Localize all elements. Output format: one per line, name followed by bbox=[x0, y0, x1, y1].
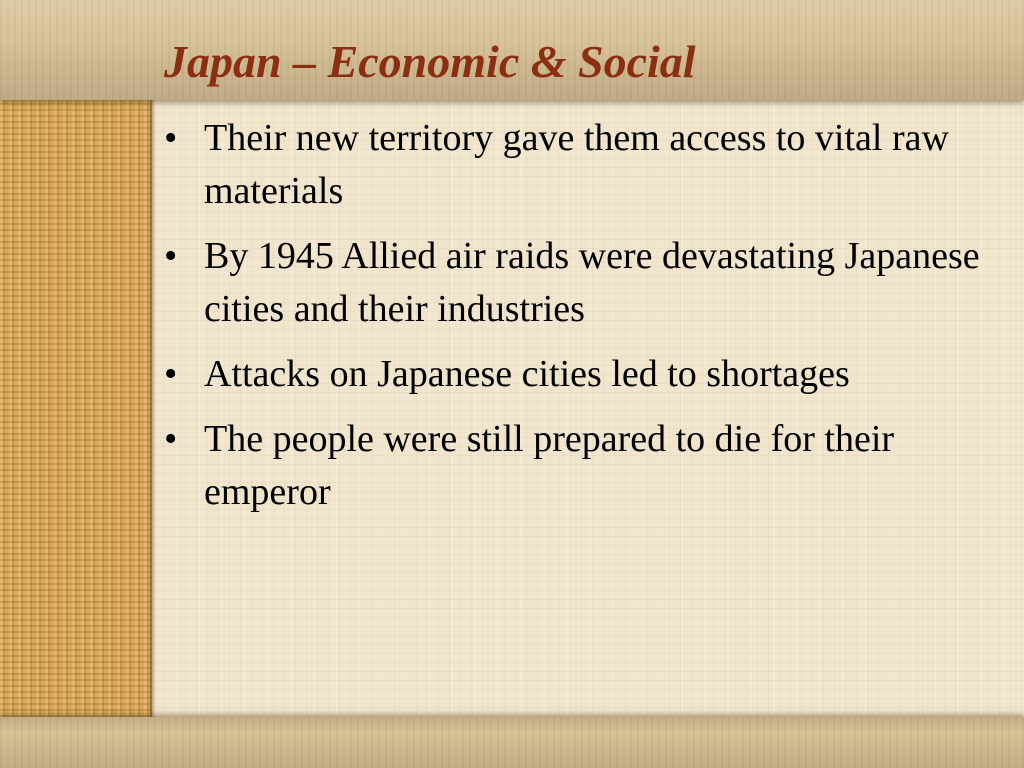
woven-left-strip bbox=[0, 100, 152, 717]
bullet-dot-icon: • bbox=[164, 418, 178, 460]
bullet-item bbox=[164, 413, 1004, 519]
bullet-item bbox=[164, 112, 1004, 218]
bullet-dot-icon: • bbox=[164, 235, 178, 277]
bullet-dot-icon: • bbox=[164, 353, 178, 395]
bullet-item bbox=[164, 348, 1004, 401]
bullet-text: By 1945 Allied air raids were devastating Japanese cities and their industries bbox=[204, 235, 980, 330]
slide-title: Japan – Economic & Social bbox=[164, 36, 696, 87]
left-strip-shadow bbox=[150, 100, 156, 717]
bullet-text: The people were still prepared to die for their emperor bbox=[204, 418, 895, 513]
bullet-dot-icon: • bbox=[164, 117, 178, 159]
bullet-text: Their new territory gave them access to vital raw materials bbox=[204, 117, 949, 212]
footer-band bbox=[0, 717, 1024, 768]
bullet-item bbox=[164, 230, 1004, 336]
bullet-text: Attacks on Japanese cities led to shortages bbox=[204, 353, 850, 395]
bullet-list bbox=[164, 112, 1004, 531]
